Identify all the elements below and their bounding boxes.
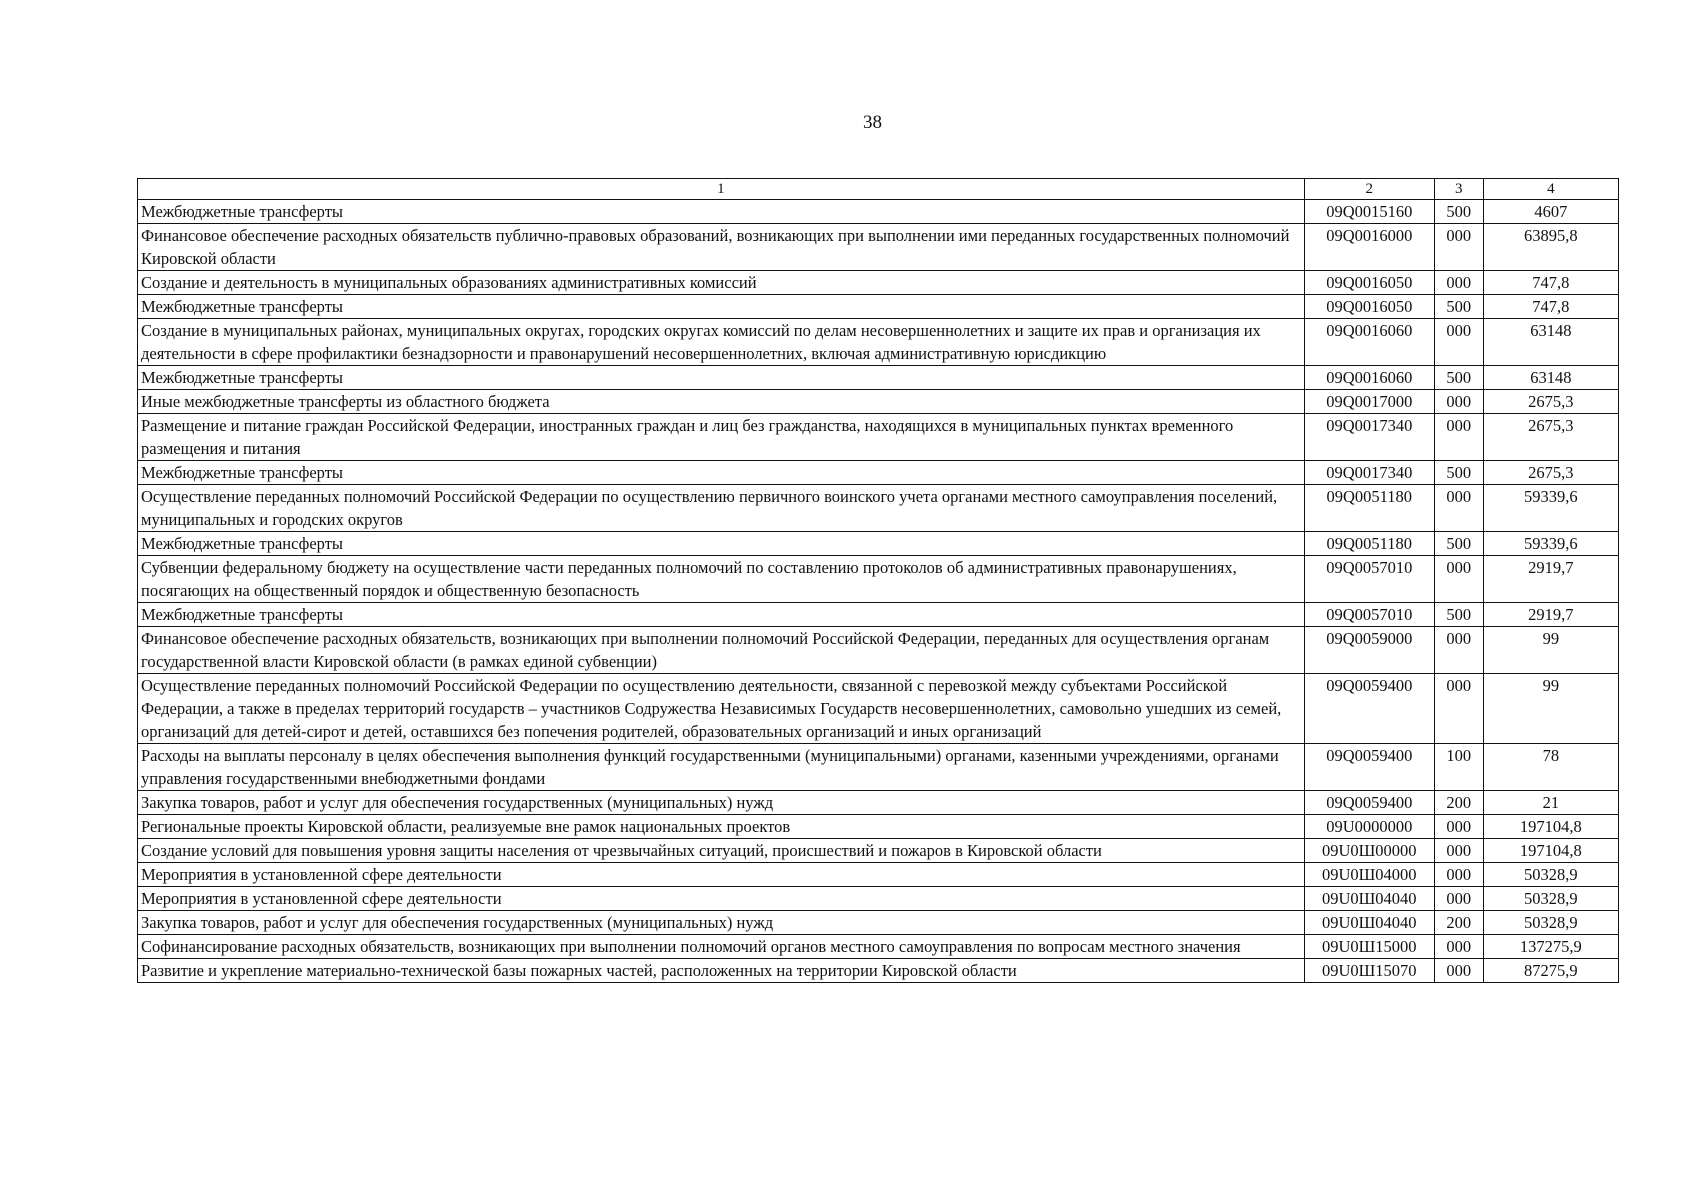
row-type: 200 <box>1434 791 1483 815</box>
row-sum: 63148 <box>1483 366 1618 390</box>
row-sum: 2675,3 <box>1483 414 1618 461</box>
row-type: 000 <box>1434 863 1483 887</box>
row-code: 09U0Ш15070 <box>1304 959 1434 983</box>
page-number: 38 <box>863 112 882 133</box>
table-row <box>138 390 1619 414</box>
row-name: Иные межбюджетные трансферты из областного бюджета <box>138 390 1305 414</box>
table-row <box>138 627 1619 674</box>
row-type: 000 <box>1434 935 1483 959</box>
row-name: Межбюджетные трансферты <box>138 532 1305 556</box>
row-name: Региональные проекты Кировской области, реализуемые вне рамок национальных проектов <box>138 815 1305 839</box>
row-type: 000 <box>1434 815 1483 839</box>
table-row <box>138 935 1619 959</box>
row-name: Осуществление переданных полномочий Российской Федерации по осуществлению деятельности, связанной с перевозкой между субъектами Российской Федерации, а также в пределах территорий государств – участников Содружества Независимых Государств несовершеннолетних, самовольно ушедших из семей, организаций для детей-сирот и детей, оставшихся без попечения родителей, образовательных организаций и иных организаций <box>138 674 1305 744</box>
row-code: 09Q0059000 <box>1304 627 1434 674</box>
row-name: Закупка товаров, работ и услуг для обеспечения государственных (муниципальных) нужд <box>138 911 1305 935</box>
row-name: Мероприятия в установленной сфере деятельности <box>138 887 1305 911</box>
row-sum: 63895,8 <box>1483 224 1618 271</box>
row-sum: 50328,9 <box>1483 911 1618 935</box>
table-row <box>138 815 1619 839</box>
row-name: Расходы на выплаты персоналу в целях обеспечения выполнения функций государственными (муниципальными) органами, казенными учреждениями, органами управления государственными внебюджетными фондами <box>138 744 1305 791</box>
row-sum: 747,8 <box>1483 295 1618 319</box>
table-row <box>138 200 1619 224</box>
table-row <box>138 295 1619 319</box>
table-row <box>138 532 1619 556</box>
row-name: Создание и деятельность в муниципальных образованиях административных комиссий <box>138 271 1305 295</box>
row-code: 09Q0059400 <box>1304 744 1434 791</box>
row-sum: 2919,7 <box>1483 603 1618 627</box>
row-type: 000 <box>1434 319 1483 366</box>
row-type: 200 <box>1434 911 1483 935</box>
row-name: Межбюджетные трансферты <box>138 295 1305 319</box>
row-name: Межбюджетные трансферты <box>138 366 1305 390</box>
row-name: Софинансирование расходных обязательств, возникающих при выполнении полномочий органов местного самоуправления по вопросам местного значения <box>138 935 1305 959</box>
row-code: 09U0Ш04040 <box>1304 911 1434 935</box>
row-code: 09Q0059400 <box>1304 791 1434 815</box>
table-row <box>138 744 1619 791</box>
row-type: 500 <box>1434 295 1483 319</box>
row-name: Размещение и питание граждан Российской Федерации, иностранных граждан и лиц без гражданства, находящихся в муниципальных пунктах временного размещения и питания <box>138 414 1305 461</box>
table-row <box>138 674 1619 744</box>
row-sum: 59339,6 <box>1483 485 1618 532</box>
row-sum: 197104,8 <box>1483 839 1618 863</box>
row-sum: 2675,3 <box>1483 461 1618 485</box>
row-type: 500 <box>1434 532 1483 556</box>
table-row <box>138 791 1619 815</box>
row-name: Развитие и укрепление материально-технической базы пожарных частей, расположенных на территории Кировской области <box>138 959 1305 983</box>
row-name: Создание в муниципальных районах, муниципальных округах, городских округах комиссий по делам несовершеннолетних и защите их прав и организация их деятельности в сфере профилактики безнадзорности и правонарушений несовершеннолетних, включая административную юрисдикцию <box>138 319 1305 366</box>
row-sum: 99 <box>1483 627 1618 674</box>
row-name: Межбюджетные трансферты <box>138 200 1305 224</box>
row-name: Финансовое обеспечение расходных обязательств публично-правовых образований, возникающих при выполнении ими переданных государственных полномочий Кировской области <box>138 224 1305 271</box>
row-name: Финансовое обеспечение расходных обязательств, возникающих при выполнении полномочий Российской Федерации, переданных для осуществления органам государственной власти Кировской области (в рамках единой субвенции) <box>138 627 1305 674</box>
row-code: 09U0000000 <box>1304 815 1434 839</box>
table-row <box>138 366 1619 390</box>
row-sum: 99 <box>1483 674 1618 744</box>
row-sum: 197104,8 <box>1483 815 1618 839</box>
table-row <box>138 839 1619 863</box>
row-type: 000 <box>1434 627 1483 674</box>
row-code: 09Q0017340 <box>1304 461 1434 485</box>
row-sum: 63148 <box>1483 319 1618 366</box>
row-sum: 4607 <box>1483 200 1618 224</box>
row-code: 09Q0057010 <box>1304 603 1434 627</box>
row-name: Закупка товаров, работ и услуг для обеспечения государственных (муниципальных) нужд <box>138 791 1305 815</box>
row-sum: 137275,9 <box>1483 935 1618 959</box>
row-name: Создание условий для повышения уровня защиты населения от чрезвычайных ситуаций, происшествий и пожаров в Кировской области <box>138 839 1305 863</box>
row-code: 09Q0017340 <box>1304 414 1434 461</box>
table-row <box>138 556 1619 603</box>
row-sum: 2675,3 <box>1483 390 1618 414</box>
row-sum: 2919,7 <box>1483 556 1618 603</box>
row-code: 09Q0051180 <box>1304 485 1434 532</box>
row-code: 09Q0015160 <box>1304 200 1434 224</box>
row-type: 000 <box>1434 390 1483 414</box>
table-row <box>138 461 1619 485</box>
header-col-1: 1 <box>138 179 1305 200</box>
row-sum: 50328,9 <box>1483 887 1618 911</box>
row-type: 000 <box>1434 414 1483 461</box>
row-type: 000 <box>1434 959 1483 983</box>
row-type: 500 <box>1434 366 1483 390</box>
row-code: 09Q0016000 <box>1304 224 1434 271</box>
table-row <box>138 319 1619 366</box>
row-code: 09Q0016060 <box>1304 319 1434 366</box>
table-row <box>138 603 1619 627</box>
header-col-2: 2 <box>1304 179 1434 200</box>
row-code: 09Q0059400 <box>1304 674 1434 744</box>
table-row <box>138 911 1619 935</box>
row-type: 100 <box>1434 744 1483 791</box>
row-name: Межбюджетные трансферты <box>138 603 1305 627</box>
row-type: 000 <box>1434 485 1483 532</box>
table-row <box>138 485 1619 532</box>
table-row <box>138 271 1619 295</box>
row-code: 09Q0057010 <box>1304 556 1434 603</box>
row-code: 09Q0017000 <box>1304 390 1434 414</box>
table-row <box>138 863 1619 887</box>
row-sum: 50328,9 <box>1483 863 1618 887</box>
row-type: 000 <box>1434 839 1483 863</box>
row-code: 09U0Ш15000 <box>1304 935 1434 959</box>
row-type: 000 <box>1434 887 1483 911</box>
row-code: 09Q0016050 <box>1304 295 1434 319</box>
row-type: 500 <box>1434 200 1483 224</box>
row-sum: 78 <box>1483 744 1618 791</box>
row-code: 09U0Ш04040 <box>1304 887 1434 911</box>
table-row <box>138 887 1619 911</box>
budget-table <box>137 178 1619 983</box>
row-name: Мероприятия в установленной сфере деятельности <box>138 863 1305 887</box>
table-header-row <box>138 179 1619 200</box>
row-code: 09Q0016050 <box>1304 271 1434 295</box>
row-type: 000 <box>1434 674 1483 744</box>
table-row <box>138 224 1619 271</box>
row-name: Субвенции федеральному бюджету на осуществление части переданных полномочий по составлению протоколов об административных правонарушениях, посягающих на общественный порядок и общественную безопасность <box>138 556 1305 603</box>
row-code: 09Q0016060 <box>1304 366 1434 390</box>
row-type: 000 <box>1434 556 1483 603</box>
row-sum: 747,8 <box>1483 271 1618 295</box>
table-row <box>138 414 1619 461</box>
header-col-4: 4 <box>1483 179 1618 200</box>
row-type: 000 <box>1434 224 1483 271</box>
row-code: 09Q0051180 <box>1304 532 1434 556</box>
row-type: 500 <box>1434 603 1483 627</box>
row-type: 500 <box>1434 461 1483 485</box>
row-code: 09U0Ш00000 <box>1304 839 1434 863</box>
table-row <box>138 959 1619 983</box>
row-code: 09U0Ш04000 <box>1304 863 1434 887</box>
row-name: Осуществление переданных полномочий Российской Федерации по осуществлению первичного воинского учета органами местного самоуправления поселений, муниципальных и городских округов <box>138 485 1305 532</box>
row-sum: 59339,6 <box>1483 532 1618 556</box>
row-sum: 21 <box>1483 791 1618 815</box>
row-type: 000 <box>1434 271 1483 295</box>
row-sum: 87275,9 <box>1483 959 1618 983</box>
row-name: Межбюджетные трансферты <box>138 461 1305 485</box>
header-col-3: 3 <box>1434 179 1483 200</box>
